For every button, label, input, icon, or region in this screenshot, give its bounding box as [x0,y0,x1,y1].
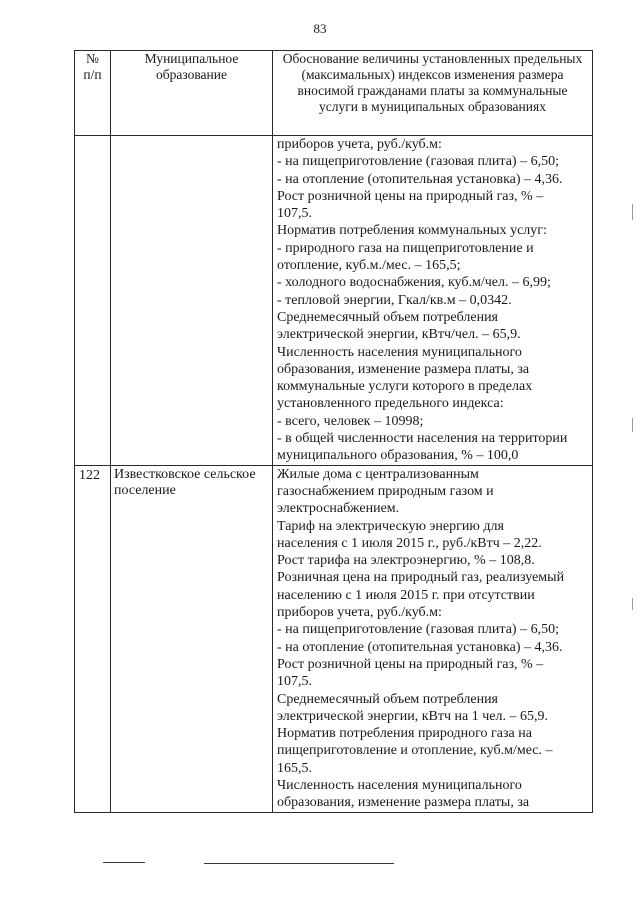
scan-edge-mark [632,204,633,220]
header-municipality: Муниципальное образование [111,51,273,136]
text-line: образования, изменение размера платы, за [277,361,530,377]
text-line: - тепловой энергии, Гкал/кв.м – 0,0342. [277,292,512,308]
page-number: 83 [313,21,327,36]
tariff-justification-table [74,50,593,813]
text-line: - на отопление (отопительная установка) – 4,36. [277,639,563,655]
text-line: Рост тарифа на электроэнергию, % – 108,8. [277,553,535,569]
justification-cell [273,136,593,466]
scan-edge-mark [632,598,633,610]
text-line: Численность населения муниципального [277,344,522,360]
municipality-cell: Известковское сельское поселение [111,465,273,812]
text-line: коммунальные услуги которого в пределах [277,379,533,395]
text-line: 107,5. [277,206,312,222]
text-line: - на пищеприготовление (газовая плита) – 6,50; [277,154,559,170]
text-line: приборов учета, руб./куб.м: [277,137,442,152]
text-line: Норматив потребления природного газа на [277,726,532,742]
text-line: - всего, человек – 10998; [277,413,424,429]
text-line: образования, изменение размера платы, за [277,795,530,811]
text-line: пищеприготовление и отопление, куб.м/мес. – [277,743,553,759]
scan-mark-right [204,863,394,864]
text-line: 165,5. [277,760,312,776]
text-line: Норматив потребления коммунальных услуг: [277,223,547,239]
text-line: Среднемесячный объем потребления [277,691,498,707]
table-row-continued [75,136,593,466]
text-line: - в общей численности населения на территории [277,431,568,447]
header-justification: Обоснование величины установленных предельных (максимальных) индексов изменения размера вносимой гражданами платы за коммунальные услуги в муниципальных образованиях [273,51,593,136]
text-line: муниципального образования, % – 100,0 [277,448,519,464]
text-line: установленного предельного индекса: [277,396,504,412]
text-line: отопление, куб.м./мес. – 165,5; [277,258,461,274]
text-line: - природного газа на пищеприготовление и [277,240,534,256]
text-line: Жилые дома с централизованным [277,466,479,482]
justification-text [273,136,592,465]
text-line: Рост розничной цены на природный газ, % – [277,188,544,204]
text-line: электрической энергии, кВтч на 1 чел. – 65,9. [277,708,548,724]
justification-text [273,466,592,812]
text-line: населению с 1 июля 2015 г. при отсутствии [277,587,535,603]
text-line: - на отопление (отопительная установка) – 4,36. [277,171,563,187]
text-line: Среднемесячный объем потребления [277,309,498,325]
text-line: - на пищеприготовление (газовая плита) – 6,50; [277,622,559,638]
text-line: населения с 1 июля 2015 г., руб./кВтч – 2,22. [277,535,542,551]
table-row-122 [75,465,593,812]
scan-mark-left [103,862,145,863]
text-line: приборов учета, руб./куб.м: [277,605,442,621]
header-number: № п/п [75,51,111,136]
text-line: электрической энергии, кВтч/чел. – 65,9. [277,327,521,343]
row-number-cell: 122 [75,465,111,812]
text-line: Рост розничной цены на природный газ, % – [277,656,544,672]
text-line: газоснабжением природным газом и [277,483,494,499]
text-line: Тариф на электрическую энергию для [277,518,504,534]
text-line: - холодного водоснабжения, куб.м/чел. – 6,99; [277,275,551,291]
text-line: Численность населения муниципального [277,777,522,793]
text-line: электроснабжением. [277,501,400,517]
justification-cell [273,465,593,812]
table-header-row [75,51,593,136]
municipality-cell [111,136,273,466]
scan-edge-mark [632,418,633,432]
text-line: Розничная цена на природный газ, реализуемый [277,570,565,586]
row-number-cell [75,136,111,466]
text-line: 107,5. [277,674,312,690]
